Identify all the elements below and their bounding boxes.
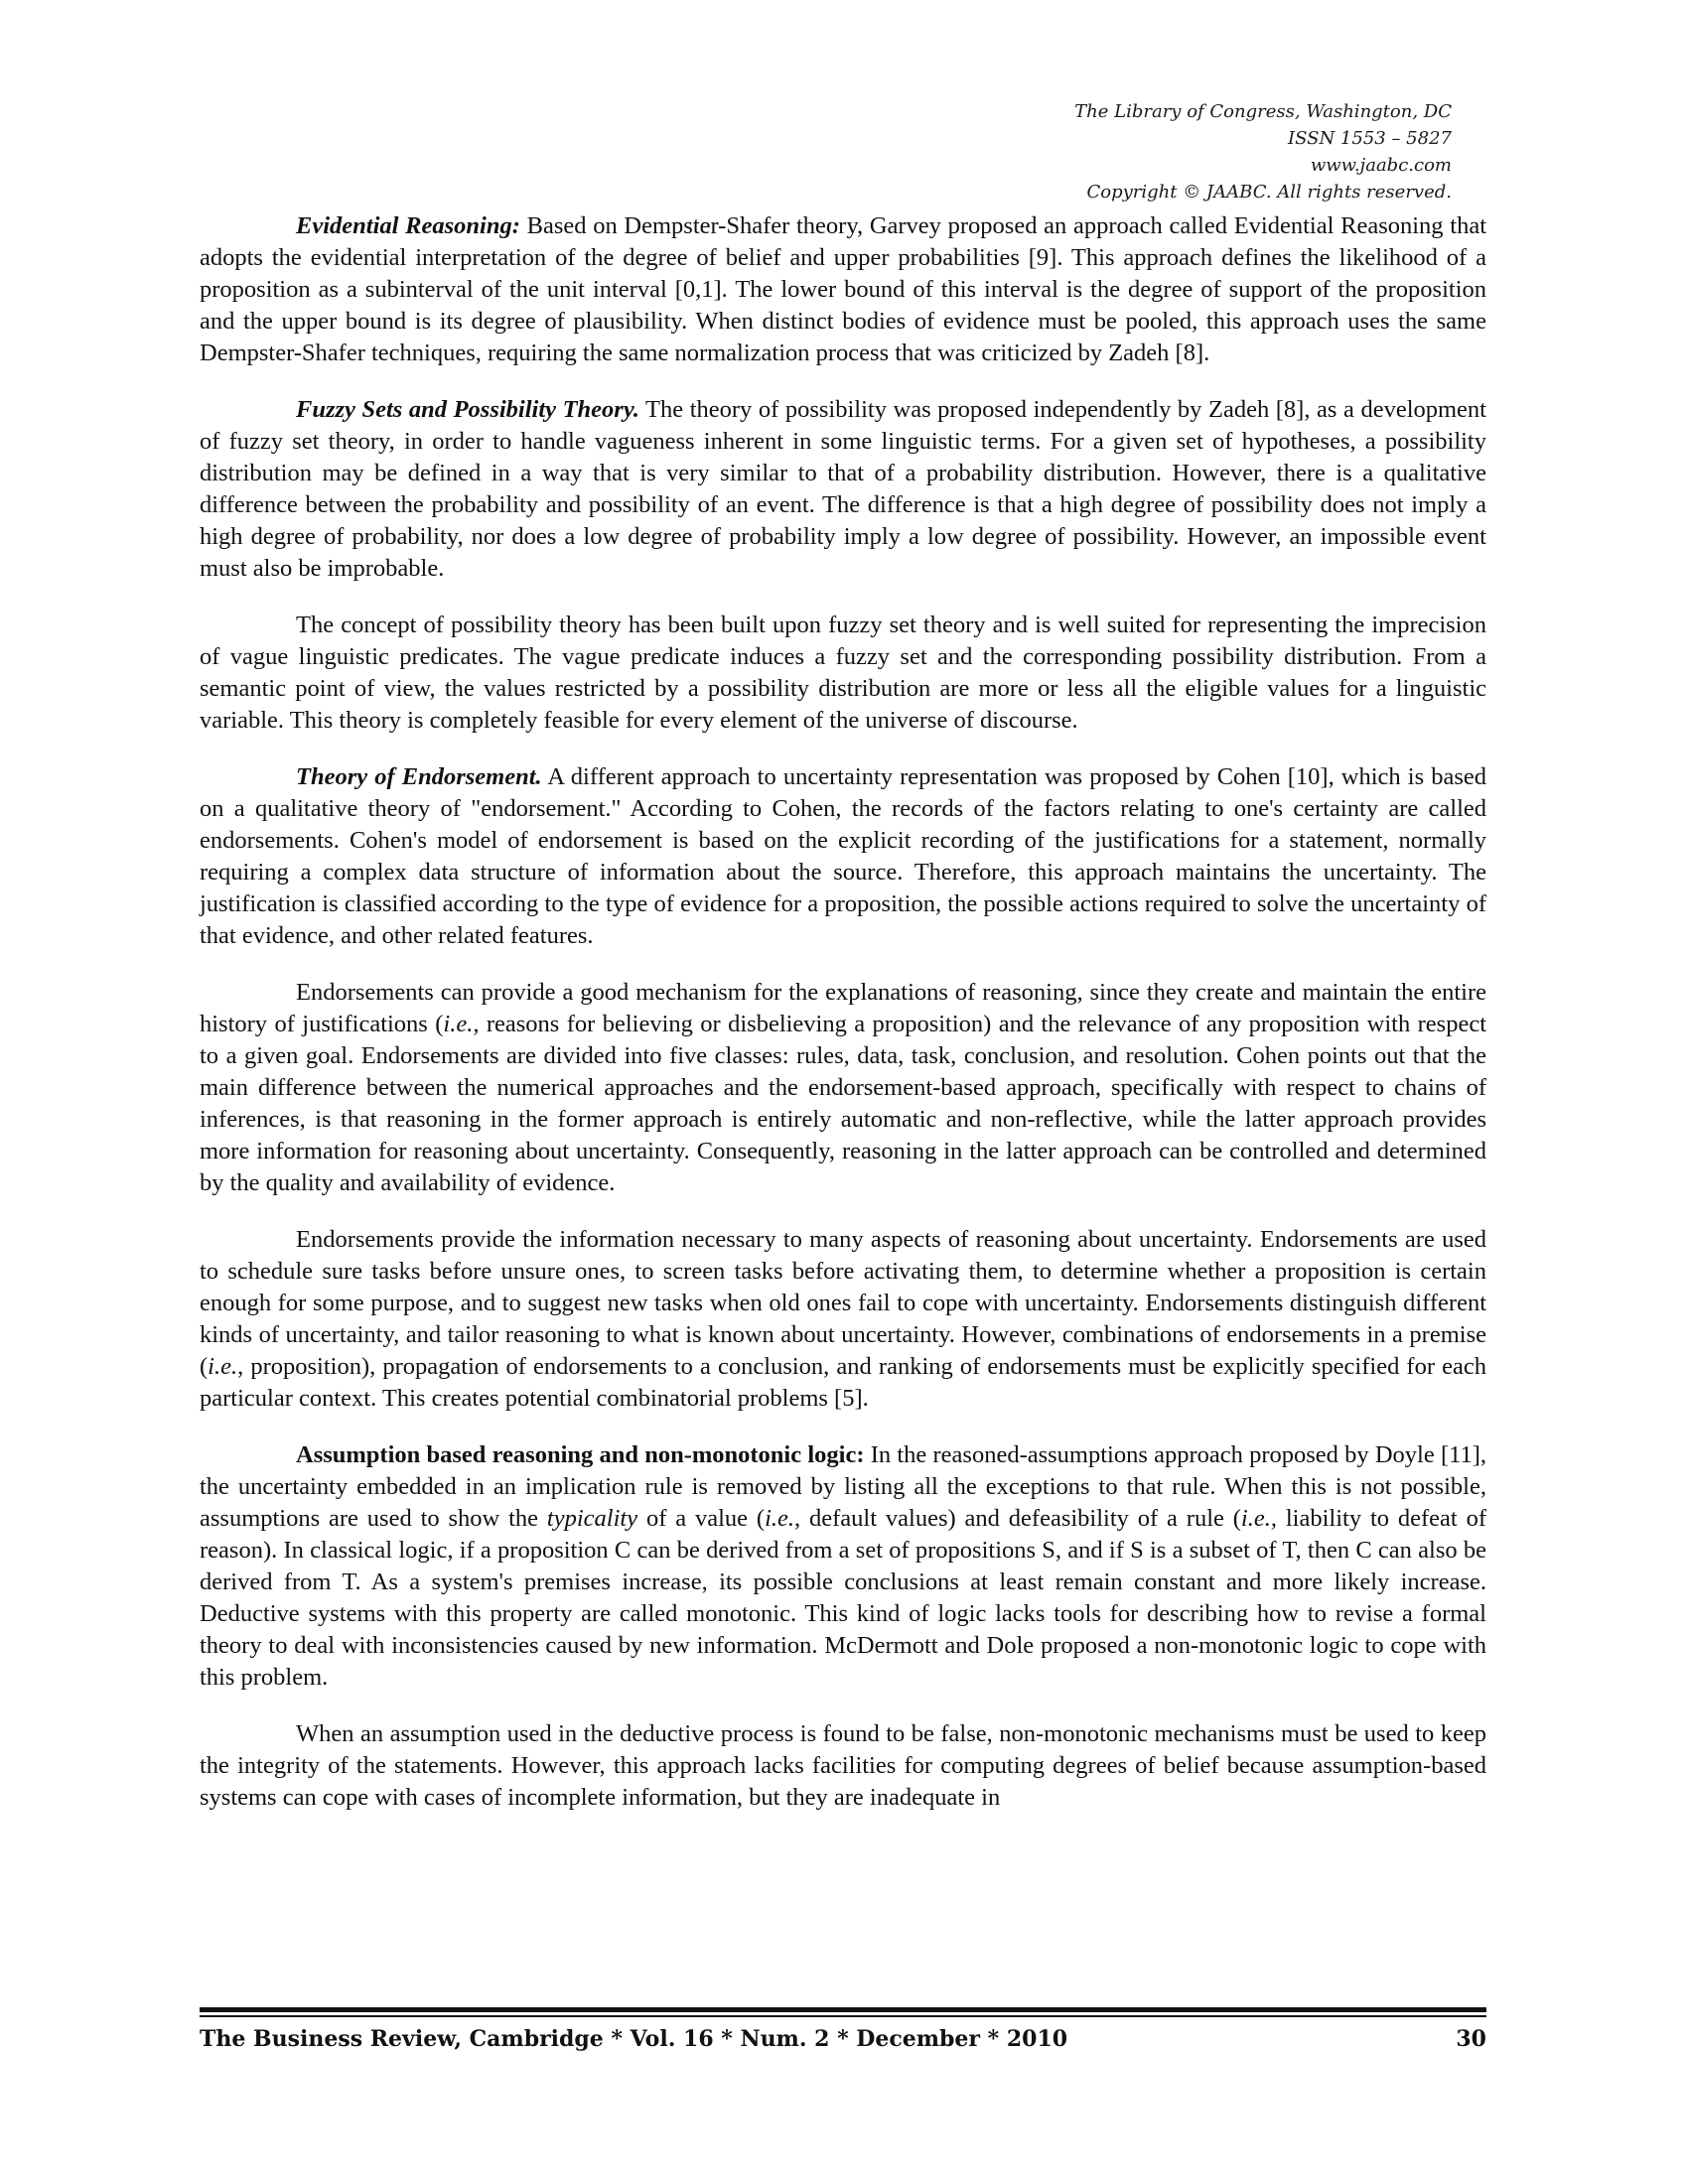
paragraph-emphasis: i.e., (443, 1011, 480, 1037)
paragraph-possibility-concept (200, 610, 1486, 737)
header-line-website: www.jaabc.com (1310, 155, 1452, 176)
paragraph-text: liability to defeat of reason). In classical logic, if a proposition C can be derived from a set of propositions S, and if S is a subset of T, then C can also be derived from T. As a system's premises increase, its possible conclusions at least remain constant and more likely increase. Deductive systems with this property are called monotonic. This kind of logic lacks tools for describing how to revise a formal theory to deal with inconsistencies caused by new information. McDermott and Dole proposed a non-monotonic logic to cope with this problem. (200, 1505, 1486, 1691)
footer-divider-thick (200, 2007, 1486, 2012)
article-body (200, 210, 1486, 1839)
paragraph-emphasis: i.e. (208, 1353, 238, 1380)
header-line-library: The Library of Congress, Washington, DC (1074, 101, 1452, 122)
section-heading-fuzzy-sets: Fuzzy Sets and Possibility Theory. (296, 396, 639, 423)
paragraph-emphasis: typicality (546, 1505, 638, 1532)
section-heading-evidential-reasoning: Evidential Reasoning: (296, 212, 520, 239)
paragraph-text: The concept of possibility theory has been built upon fuzzy set theory and is well suited for representing the imprecision of vague linguistic predicates. The vague predicate induces a fuzzy set and the corresponding possibility distribution. From a semantic point of view, the values restricted by a possibility distribution are more or less all the eligible values for a linguistic variable. This theory is completely feasible for every element of the universe of discourse. (200, 612, 1486, 734)
paragraph-text: A different approach to uncertainty representation was proposed by Cohen [10], which is based on a qualitative theory of "endorsement." According to Cohen, the records of the factors relating to one's certainty are called endorsements. Cohen's model of endorsement is based on the explicit recording of the justifications for a statement, normally requiring a complex data structure of information about the source. Therefore, this approach maintains the uncertainty. The justification is classified according to the type of evidence for a proposition, the possible actions required to solve the uncertainty of that evidence, and other related features. (200, 763, 1486, 949)
header-line-issn: ISSN 1553 – 5827 (1288, 128, 1452, 149)
paragraph-emphasis: i.e. (765, 1505, 795, 1532)
section-heading-theory-of-endorsement: Theory of Endorsement. (296, 763, 542, 790)
footer-journal-citation: The Business Review, Cambridge * Vol. 16 * Num. 2 * December * 2010 (200, 2026, 1068, 2052)
paragraph-text: reasons for believing or disbelieving a proposition) and the relevance of any proposition with respect to a given goal. Endorsements are divided into five classes: rules, data, task, conclusion, and resolution. Cohen points out that the main difference between the numerical approaches and the endorsement-based approach, specifically with respect to chains of inferences, is that reasoning in the former approach is entirely automatic and non-reflective, while the latter approach provides more information for reasoning about uncertainty. Consequently, reasoning in the latter approach can be controlled and determined by the quality and availability of evidence. (200, 1011, 1486, 1196)
paragraph-endorsement-mechanism (200, 977, 1486, 1199)
journal-header (856, 98, 1452, 205)
paragraph-text: Endorsements provide the information necessary to many aspects of reasoning about uncertainty. Endorsements are used to schedule sure tasks before unsure ones, to screen tasks before activating them, to determine whether a proposition is certain enough for some purpose, and to suggest new tasks when old ones fail to cope with uncertainty. Endorsements distinguish different kinds of uncertainty, and tailor reasoning to what is known about uncertainty. However, combinations of endorsements in a premise ( (200, 1226, 1486, 1380)
header-line-copyright: Copyright © JAABC. All rights reserved. (1086, 182, 1452, 203)
paragraph-text: Endorsements can provide a good mechanism for the explanations of reasoning, since they create and maintain the entire history of justifications ( (200, 979, 1486, 1037)
paragraph-text: Based on Dempster-Shafer theory, Garvey proposed an approach called Evidential Reasoning that adopts the evidential interpretation of the degree of belief and upper probabilities [9]. This approach defines the likelihood of a proposition as a subinterval of the unit interval [0,1]. The lower bound of this interval is the degree of support of the proposition and the upper bound is its degree of plausibility. When distinct bodies of evidence must be pooled, this approach uses the same Dempster-Shafer techniques, requiring the same normalization process that was criticized by Zadeh [8]. (200, 212, 1486, 366)
paragraph-fuzzy-sets (200, 394, 1486, 585)
paragraph-text: , proposition), propagation of endorsements to a conclusion, and ranking of endorsements must be explicitly specified for each particular context. This creates potential combinatorial problems [5]. (200, 1353, 1486, 1412)
paragraph-text: of a value ( (637, 1505, 766, 1532)
paragraph-non-monotonic-mechanisms (200, 1718, 1486, 1814)
paragraph-evidential-reasoning (200, 210, 1486, 369)
paragraph-theory-of-endorsement (200, 761, 1486, 952)
paragraph-text: , default values) and defeasibility of a rule ( (794, 1505, 1241, 1532)
paragraph-emphasis: i.e., (1240, 1505, 1277, 1532)
page-number: 30 (1456, 2026, 1486, 2052)
paragraph-text: In the reasoned-assumptions approach proposed by Doyle [11], the uncertainty embedded in an implication rule is removed by listing all the exceptions to that rule. When this is not possible, assumptions are used to show the (200, 1441, 1486, 1532)
paragraph-endorsement-information (200, 1224, 1486, 1415)
paragraph-text: When an assumption used in the deductive process is found to be false, non-monotonic mechanisms must be used to keep the integrity of the statements. However, this approach lacks facilities for computing degrees of belief because assumption-based systems can cope with cases of incomplete information, but they are inadequate in (200, 1720, 1486, 1811)
paragraph-text: The theory of possibility was proposed independently by Zadeh [8], as a development of fuzzy set theory, in order to handle vagueness inherent in some linguistic terms. For a given set of hypotheses, a possibility distribution may be defined in a way that is very similar to that of a probability distribution. However, there is a qualitative difference between the probability and possibility of an event. The difference is that a high degree of possibility does not imply a high degree of probability, nor does a low degree of probability imply a low degree of possibility. However, an impossible event must also be improbable. (200, 396, 1486, 582)
paragraph-assumption-based-reasoning (200, 1439, 1486, 1694)
footer-divider-thin (200, 2015, 1486, 2017)
section-heading-assumption-based-reasoning: Assumption based reasoning and non-monotonic logic: (296, 1441, 865, 1468)
